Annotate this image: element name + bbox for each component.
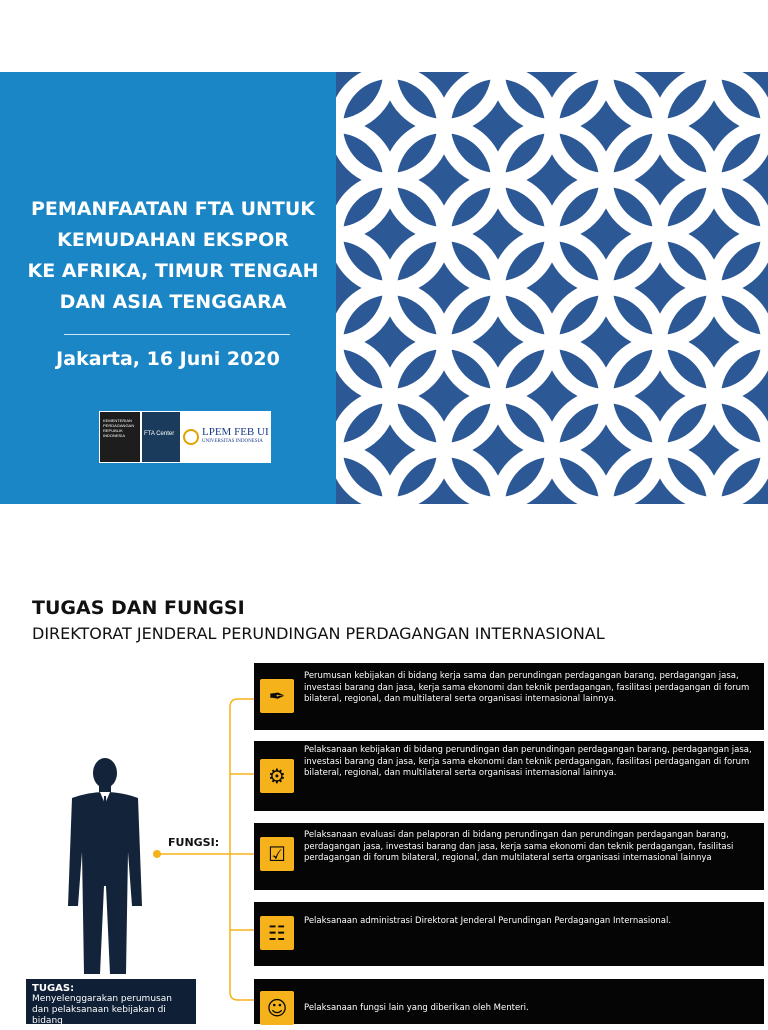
fungsi-item-text: Pelaksanaan kebijakan di bidang perundingan dan perundingan perdagangan barang, perdagangan jasa, investasi barang dan jasa, kerja sama ekonomi dan teknik perdagangan, fasilitasi perdagangan di forum bilateral, regional, dan multilateral serta organisasi internasional lainnya. [304, 745, 752, 778]
fta-center-logo-text: FTA Center [144, 431, 175, 437]
fungsi-item-1 [254, 663, 764, 730]
team-icon: ☺ [260, 991, 294, 1025]
presentation-date: Jakarta, 16 Juni 2020 [56, 348, 280, 370]
lpem-logo [181, 411, 271, 463]
businessman-silhouette-icon [62, 756, 148, 976]
title-slide [0, 72, 768, 504]
lpem-logo-text: LPEM FEB UI [202, 426, 269, 438]
batik-pattern-panel [336, 72, 768, 504]
fta-center-logo [141, 411, 181, 463]
title-line-1: PEMANFAATAN FTA UNTUK [30, 198, 316, 220]
kemendag-logo [99, 411, 141, 463]
gears-icon: ⚙ [260, 759, 294, 793]
fungsi-item-text: Perumusan kebijakan di bidang kerja sama dan perundingan perdagangan barang, perdagangan jasa, investasi barang dan jasa, kerja sama ekonomi dan teknik perdagangan, fasilitasi perdagangan di forum bilateral, regional, dan multilateral serta organisasi internasional lainnya. [304, 671, 750, 704]
fungsi-label: FUNGSI: [168, 836, 220, 849]
tugas-panel [26, 979, 196, 1024]
kawung-pattern [336, 72, 768, 504]
ui-seal-icon [183, 429, 199, 445]
fungsi-item-3 [254, 823, 764, 890]
lpem-logo-subtext: UNIVERSITAS INDONESIA [202, 439, 263, 444]
tugas-text: Menyelenggarakan perumusan dan pelaksanaan kebijakan di bidang [32, 994, 172, 1024]
tugas-label: TUGAS: [32, 983, 75, 994]
checklist-icon: ☑ [260, 837, 294, 871]
fungsi-item-2 [254, 741, 764, 811]
fungsi-item-5 [254, 979, 764, 1024]
pen-icon: ✒ [260, 679, 294, 713]
lpem-logo-text-group [202, 428, 269, 446]
fungsi-item-text: Pelaksanaan fungsi lain yang diberikan oleh Menteri. [304, 1003, 529, 1013]
partner-logos [99, 411, 271, 463]
title-line-4: DAN ASIA TENGGARA [59, 291, 287, 313]
fungsi-item-text: Pelaksanaan evaluasi dan pelaporan di bidang perundingan dan perundingan perdagangan barang, perdagangan jasa, investasi barang dan jasa, kerja sama ekonomi dan teknik perdagangan, fasilitasi perdagangan di forum bilateral, regional, dan multilateral serta organisasi internasional lainnya [304, 830, 734, 863]
title-line-3: KE AFRIKA, TIMUR TENGAH [27, 260, 319, 282]
slide-subtitle: DIREKTORAT JENDERAL PERUNDINGAN PERDAGANGAN INTERNASIONAL [32, 624, 605, 643]
fungsi-item-4 [254, 902, 764, 966]
slide-title: TUGAS DAN FUNGSI [32, 597, 245, 619]
kemendag-logo-text: KEMENTERIAN PERDAGANGAN REPUBLIK INDONESIA [103, 418, 135, 438]
title-panel [0, 72, 336, 504]
admin-icon: ☷ [260, 916, 294, 950]
presentation-title [10, 194, 336, 318]
title-divider [64, 334, 290, 335]
fungsi-item-text: Pelaksanaan administrasi Direktorat Jenderal Perundingan Perdagangan Internasional. [304, 916, 672, 926]
title-line-2: KEMUDAHAN EKSPOR [57, 229, 289, 251]
